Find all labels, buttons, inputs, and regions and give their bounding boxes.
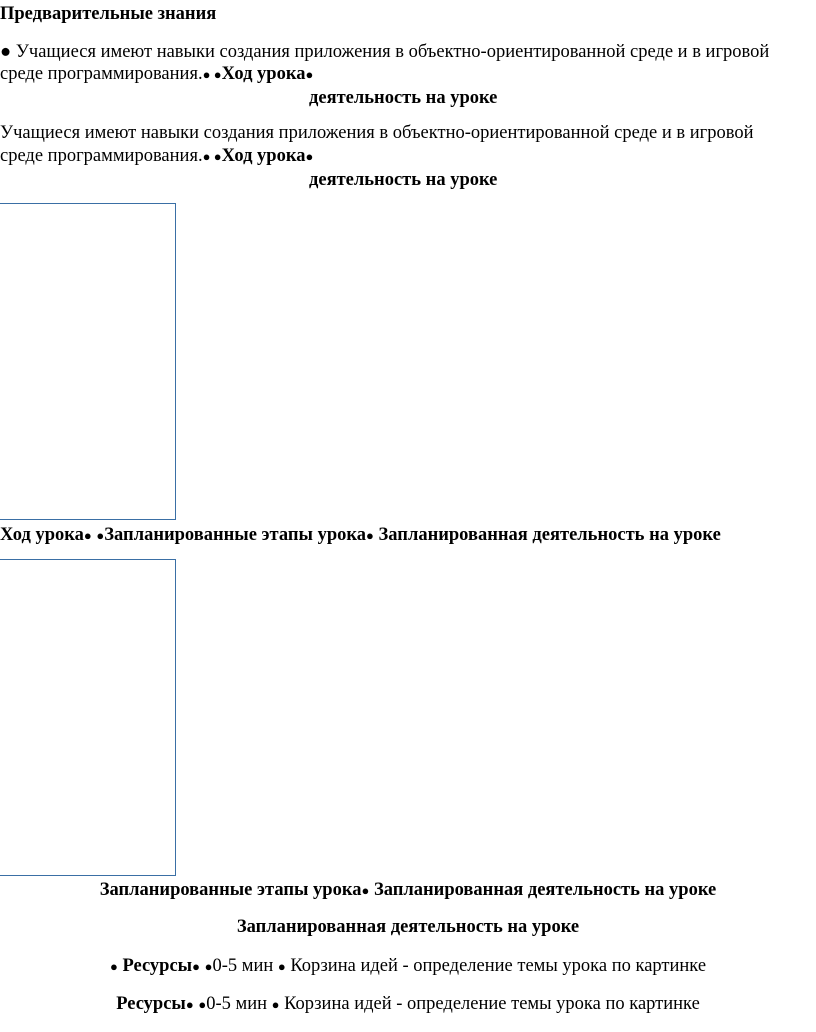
empty-table-cell-2 [0, 559, 176, 876]
activity-subheading-1: деятельность на уроке [309, 88, 498, 108]
bullets: ● ● [202, 67, 222, 82]
bullet: ● [192, 959, 200, 974]
bullet: ● [96, 528, 105, 543]
bullets: ● ● [202, 149, 222, 164]
empty-table-cell-1 [0, 203, 176, 520]
lesson-progress-label: Ход урока [221, 146, 306, 166]
bullet: ● [277, 959, 286, 974]
planned-activity-heading: Запланированная деятельность на уроке [236, 917, 580, 937]
bullet: ● [198, 997, 207, 1012]
planned-stages-row: Запланированные этапы урока● Запланированная деятельность на уроке [99, 880, 717, 900]
bullet: ● [0, 42, 12, 62]
lesson-stages-row: Ход урока● ●Запланированные этапы урока● Запланированная деятельность на уроке [0, 525, 721, 545]
paragraph-2-line-1: Учащиеся имеют навыки создания приложения в объектно-ориентированной среде и в игровой [0, 123, 754, 143]
bullet: ● [305, 149, 314, 164]
bullet: ● [271, 997, 280, 1012]
bullet: ● [204, 959, 213, 974]
lesson-progress-label: Ход урока [221, 64, 306, 84]
activity-subheading-2: деятельность на уроке [309, 170, 498, 190]
bullet: ● [361, 883, 370, 898]
heading: Предварительные знания [0, 4, 217, 24]
bullet: ● [366, 528, 374, 543]
bullet: ● [185, 997, 194, 1012]
bullet: ● [83, 528, 92, 543]
paragraph-1-line-2: среде программирования.● ●Ход урока● [0, 64, 314, 84]
paragraph-1-line-1 [0, 40, 769, 64]
bullet: ● [109, 959, 118, 974]
resources-row-1: ● Ресурсы● ●0-5 мин ● Корзина идей - определение темы урока по картинке [109, 956, 707, 976]
bullet: ● [305, 67, 314, 82]
paragraph-1-text: Учащиеся имеют навыки создания приложения в объектно-ориентированной среде и в игровой [15, 42, 770, 62]
resources-row-2: Ресурсы● ●0-5 мин ● Корзина идей - определение темы урока по картинке [116, 994, 700, 1014]
paragraph-2-line-2: среде программирования.● ●Ход урока● [0, 146, 314, 166]
